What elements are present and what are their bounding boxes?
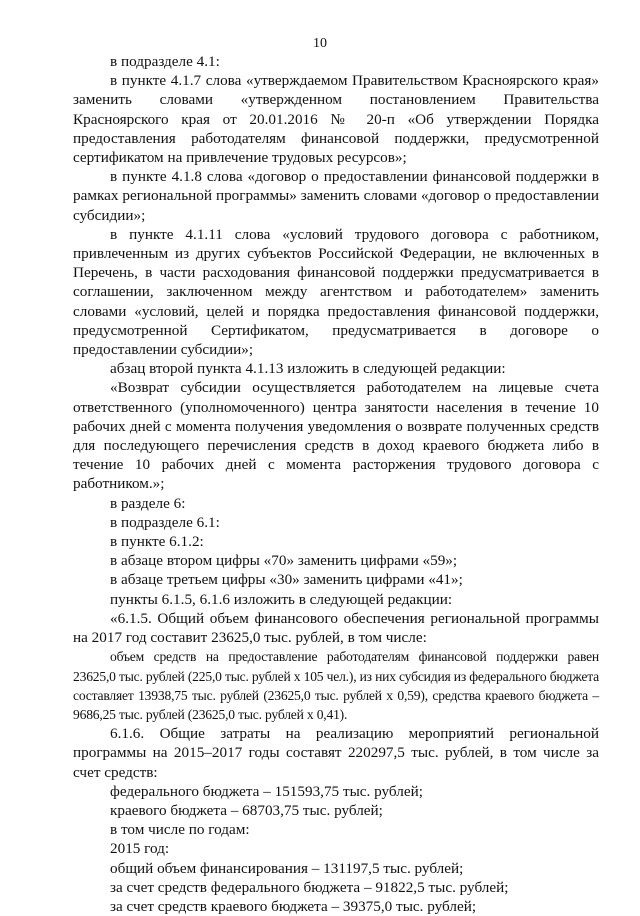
paragraph: пункты 6.1.5, 6.1.6 изложить в следующей редакции: [110,590,453,608]
paragraph: в абзаце втором цифры «70» заменить цифрами «59»; [110,552,458,570]
paragraph: в пункте 4.1.8 слова «договор о предоставлении финансовой поддержки в рамках региональной программы» заменить словами «договор о предоставлении субсидии»; [73,168,599,224]
paragraph: в подразделе 6.1: [110,513,220,531]
paragraph: 2015 год: [110,840,170,858]
paragraph: в пункте 4.1.7 слова «утверждаемом Правительством Красноярского края» заменить словами «утвержденном постановлением Правительства Красноярского края от 20.01.2016 № 20-п «Об утверждении Порядка предоставления работодателям финансовой поддержки, предусмотренной сертификатом на привлечение трудовых ресурсов»; [73,72,599,167]
paragraph: «Возврат субсидии осуществляется работодателем на лицевые счета ответственного (уполномоченного) центра занятости населения в течение 10 рабочих дней с момента получения уведомления о возврате полученных средств для последующего перечисления средств в доход краевого бюджета либо в течение 10 рабочих дней с момента расторжения трудового договора с работником.»; [73,379,599,493]
paragraph: за счет средств федерального бюджета – 91822,5 тыс. рублей; [110,878,509,896]
document-body [73,52,599,916]
paragraph: абзац второй пункта 4.1.13 изложить в следующей редакции: [110,360,506,378]
paragraph: в пункте 6.1.2: [110,533,204,551]
paragraph: краевого бюджета – 68703,75 тыс. рублей; [110,801,383,819]
paragraph: в пункте 4.1.11 слова «условий трудового договора с работником, привлеченным из других субъектов Российской Федерации, не включенных в Перечень, в части расходования финансовой поддержки предусматривается в соглашении, заключенном между агентством и работодателем» заменить словами «условий, целей и порядка предоставления финансовой поддержки, предусмотренной Сертификатом, предусматривается в договоре о предоставлении субсидии»; [73,225,599,359]
paragraph: в абзаце третьем цифры «30» заменить цифрами «41»; [110,571,463,589]
paragraph: в подразделе 4.1: [110,53,220,70]
paragraph: в разделе 6: [110,494,186,512]
page-number: 10 [313,36,327,51]
paragraph: в том числе по годам: [110,821,250,839]
paragraph: общий объем финансирования – 131197,5 тыс. рублей; [110,859,464,877]
paragraph: за счет средств краевого бюджета – 39375,0 тыс. рублей; [110,897,477,915]
paragraph: объем средств на предоставление работодателям финансовой поддержки равен 23625,0 тыс. рублей (225,0 тыс. рублей х 105 чел.), из них субсидия из федерального бюджета составляет 13938,75 тыс. рублей (23625,0 тыс. рублей х 0,59), средства краевого бюджета – 9686,25 тыс. рублей (23625,0 тыс. рублей х 0,41). [73,649,599,722]
paragraph: 6.1.6. Общие затраты на реализацию мероприятий региональной программы на 2015–2017 годы составят 220297,5 тыс. рублей, в том числе за счет средств: [73,725,599,781]
paragraph: федерального бюджета – 151593,75 тыс. рублей; [110,782,423,800]
paragraph: «6.1.5. Общий объем финансового обеспечения региональной программы на 2017 год составит 23625,0 тыс. рублей, в том числе: [73,609,599,647]
